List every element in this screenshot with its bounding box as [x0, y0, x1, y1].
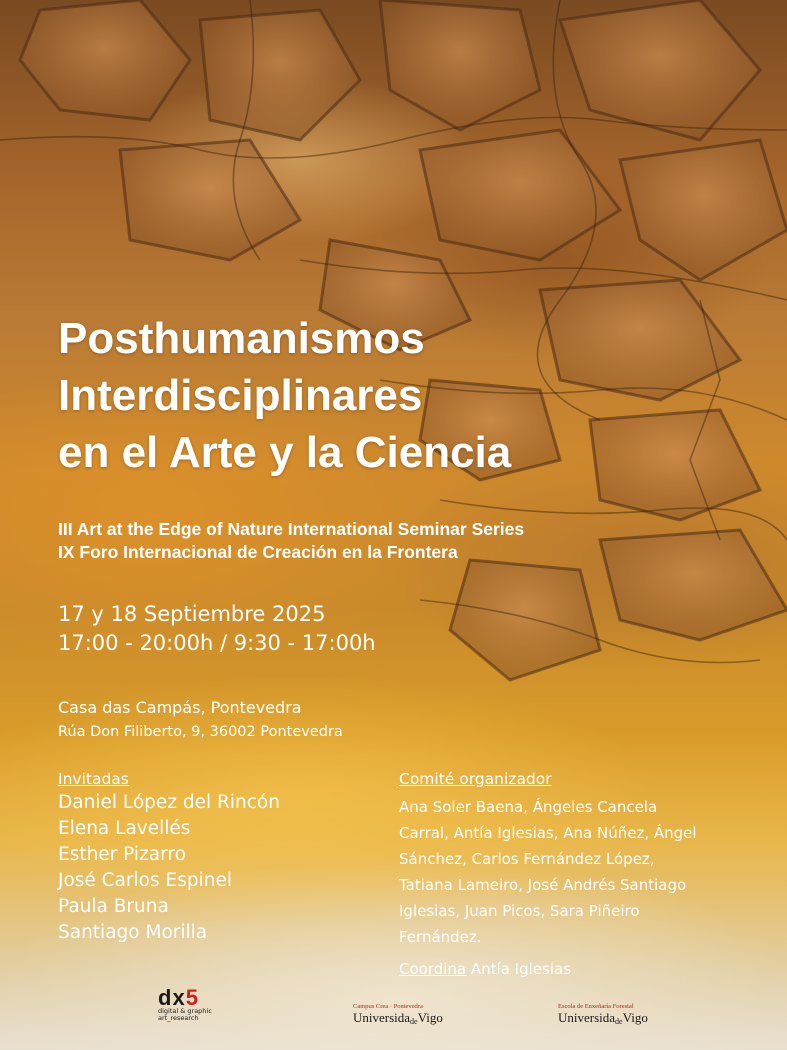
guests-section [58, 768, 280, 946]
dx5-tagline-2: art_research [158, 1014, 199, 1022]
guest-item: Esther Pizarro [58, 844, 186, 865]
dx5-mark [158, 985, 216, 1010]
dx5-mark-left: dx [158, 985, 186, 1010]
event-hours: 17:00 - 20:00h / 9:30 - 17:00h [58, 631, 376, 655]
dx5-tagline-1: digital & graphic [158, 1007, 212, 1015]
uvigo-forestal-label: Escola de Enxeñaría Forestal [558, 1003, 634, 1010]
guest-item: Elena Lavellés [58, 818, 191, 839]
event-days: 17 y 18 Septiembre 2025 [58, 602, 326, 626]
poster-title [58, 310, 511, 481]
title-line-3: en el Arte y la Ciencia [58, 428, 512, 477]
dx5-logo [158, 985, 216, 1022]
guest-item: José Carlos Espinel [58, 870, 232, 891]
committee-section [399, 768, 709, 980]
seminar-subtitle [58, 518, 524, 564]
coordinator-label: Coordina [399, 960, 467, 978]
guest-item: Daniel López del Rincón [58, 792, 280, 813]
uvigo-campus-logo [353, 1002, 493, 1029]
uvigo-name-de: de [615, 1017, 623, 1026]
subtitle-line-1: III Art at the Edge of Nature International Seminar Series [58, 519, 525, 539]
subtitle-line-2: IX Foro Internacional de Creación en la Frontera [58, 542, 458, 562]
uvigo-campus-label: Campus Crea · Pontevedra [353, 1003, 423, 1010]
event-venue [58, 696, 343, 744]
uvigo-name [353, 1011, 493, 1029]
guest-item: Santiago Morilla [58, 922, 208, 943]
committee-heading: Comité organizador [399, 770, 552, 788]
venue-name: Casa das Campás, Pontevedra [58, 698, 302, 717]
dx5-mark-right: 5 [185, 985, 199, 1010]
event-dates [58, 600, 376, 658]
committee-members: Ana Soler Baena, Ángeles Cancela Carral, Antía Iglesias, Ana Núñez, Ángel Sánchez, Carlos Fernández López, Tatiana Lameiro, José Andrés Santiago Iglesias, Juan Picos, Sara Piñeiro Fernández. [399, 798, 697, 946]
uvigo-name [558, 1011, 698, 1029]
guests-list [58, 790, 280, 946]
venue-address: Rúa Don Filiberto, 9, 36002 Pontevedra [58, 724, 343, 740]
uvigo-name-de: de [410, 1017, 418, 1026]
title-line-2: Interdisciplinares [58, 371, 423, 420]
guests-heading: Invitadas [58, 770, 129, 788]
uvigo-name-left: Universida [558, 1010, 616, 1025]
uvigo-name-right: Vigo [622, 1010, 648, 1025]
coordinator [399, 958, 709, 980]
uvigo-forestal-logo [558, 1002, 698, 1029]
title-line-1: Posthumanismos [58, 314, 425, 363]
uvigo-name-right: Vigo [417, 1010, 443, 1025]
uvigo-name-left: Universida [353, 1010, 411, 1025]
guest-item: Paula Bruna [58, 896, 169, 917]
coordinator-name: Antía Iglesias [470, 960, 572, 978]
